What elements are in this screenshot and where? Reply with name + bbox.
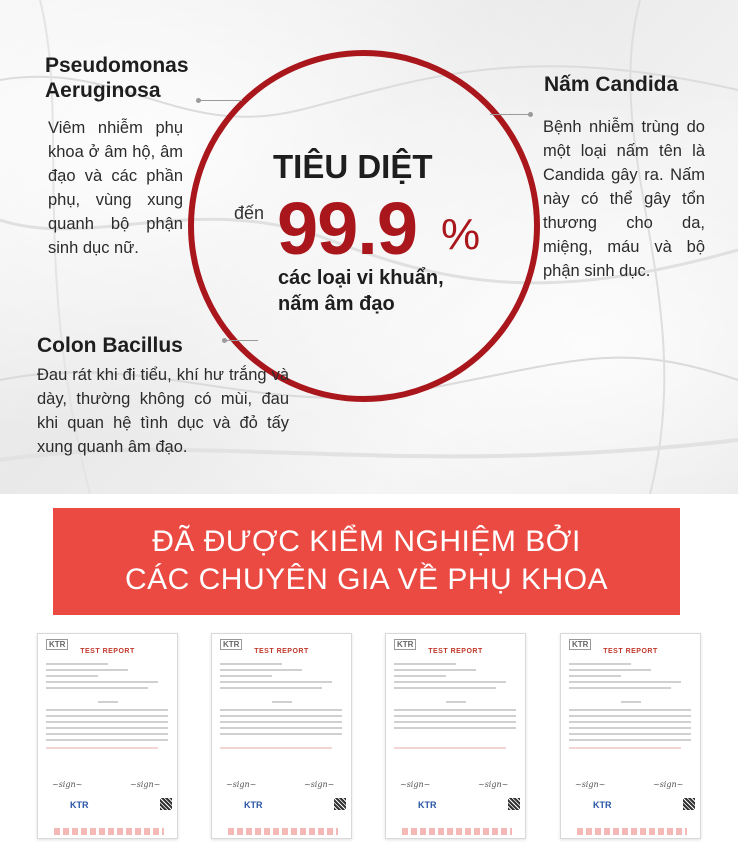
signature-mark: ~sign~ — [130, 780, 161, 789]
center-subtitle-line2: nấm âm đạo — [278, 293, 395, 315]
ktr-footer-logo: KTR — [593, 800, 612, 810]
signature-mark: ~sign~ — [52, 780, 83, 789]
stamp-strip — [577, 828, 687, 835]
signature-mark: ~sign~ — [575, 780, 606, 789]
test-report-title: TEST REPORT — [603, 648, 658, 655]
signature-mark: ~sign~ — [478, 780, 509, 789]
center-prefix: đến — [234, 203, 265, 223]
signature-mark: ~sign~ — [304, 780, 335, 789]
test-report-document — [560, 633, 701, 839]
pathogen-desc-pseudomonas: Viêm nhiễm phụ khoa ở âm hộ, âm đạo và các phần phụ, vùng xung quanh bộ phận sinh dục nữ. — [48, 119, 183, 257]
test-report-document — [37, 633, 178, 839]
ktr-footer-logo: KTR — [70, 800, 89, 810]
center-heading: TIÊU DIỆT — [273, 148, 433, 185]
signature-mark: ~sign~ — [400, 780, 431, 789]
qr-code-icon — [160, 798, 172, 810]
ktr-logo: KTR — [46, 639, 68, 650]
test-report-title: TEST REPORT — [254, 648, 309, 655]
signature-mark: ~sign~ — [653, 780, 684, 789]
banner-line2: CÁC CHUYÊN GIA VỀ PHỤ KHOA — [124, 563, 609, 596]
ktr-logo: KTR — [220, 639, 242, 650]
stamp-strip — [402, 828, 512, 835]
ktr-footer-logo: KTR — [244, 800, 263, 810]
connector-line-right-top — [490, 114, 532, 115]
test-report-title: TEST REPORT — [428, 648, 483, 655]
certification-banner — [53, 508, 680, 615]
ktr-footer-logo: KTR — [418, 800, 437, 810]
pathogen-desc-candida: Bệnh nhiễm trùng do một loại nấm tên là Candida gây ra. Nấm này có thể gây tổn thương cho da, miệng, máu và bộ phận sinh dục. — [543, 118, 705, 280]
ktr-logo: KTR — [394, 639, 416, 650]
test-report-document — [211, 633, 352, 839]
test-report-document — [385, 633, 526, 839]
qr-code-icon — [683, 798, 695, 810]
kill-rate-unit: % — [441, 210, 481, 259]
pathogen-title-pseudomonas: Pseudomonas Aeruginosa — [45, 54, 189, 103]
kill-rate-value: 99.9 — [277, 187, 418, 270]
pathogen-desc-colon-bacillus: Đau rát khi đi tiểu, khí hư trắng và dày, thường không có mùi, đau khi quan hệ tình dục và đỏ tấy xung quanh âm đạo. — [37, 366, 289, 456]
signature-mark: ~sign~ — [226, 780, 257, 789]
stamp-strip — [228, 828, 338, 835]
pathogen-title-colon-bacillus: Colon Bacillus — [37, 334, 183, 357]
center-subtitle-line1: các loại vi khuẩn, — [278, 267, 444, 289]
ktr-logo: KTR — [569, 639, 591, 650]
connector-dot — [528, 112, 533, 117]
qr-code-icon — [334, 798, 346, 810]
pathogen-title-candida: Nấm Candida — [544, 73, 679, 96]
qr-code-icon — [508, 798, 520, 810]
test-report-title: TEST REPORT — [80, 648, 135, 655]
banner-line1: ĐÃ ĐƯỢC KIỂM NGHIỆM BỞI — [152, 525, 581, 558]
center-subtitle — [278, 265, 444, 317]
stamp-strip — [54, 828, 164, 835]
